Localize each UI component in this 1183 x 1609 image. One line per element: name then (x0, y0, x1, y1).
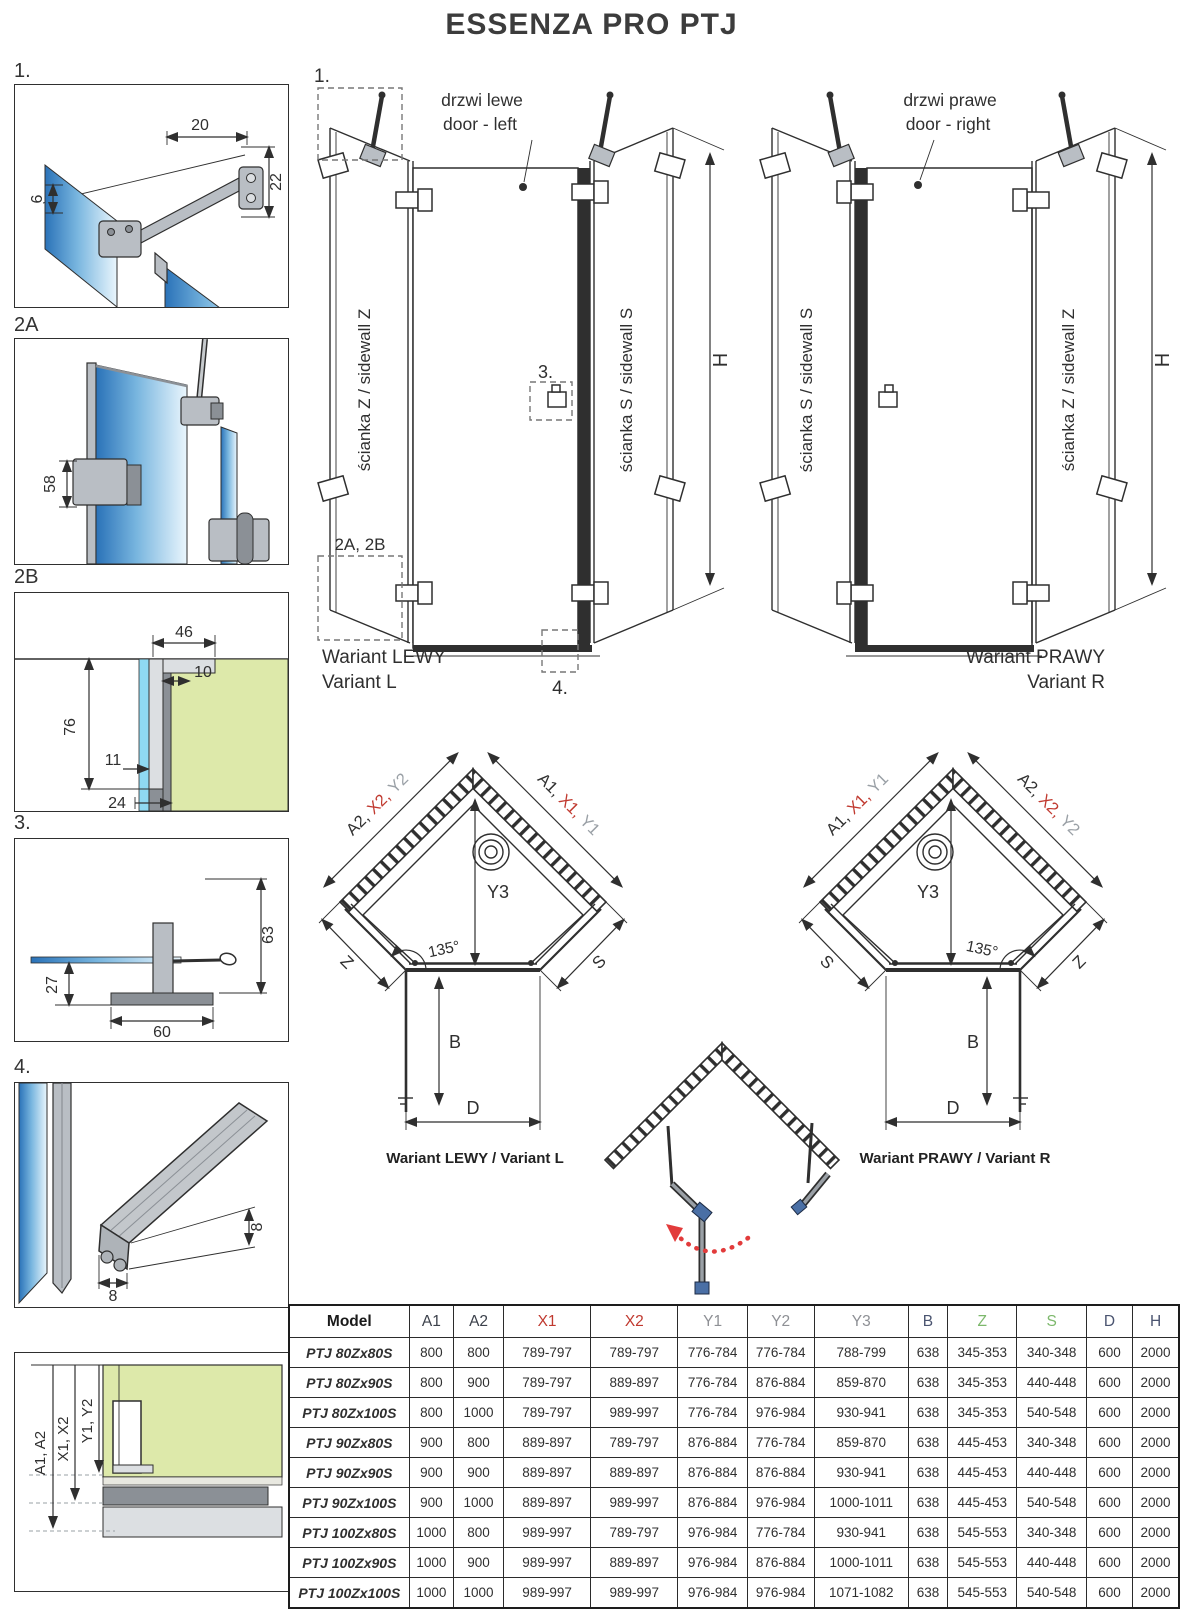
detail-3-panel (14, 838, 289, 1042)
table-cell: 789-797 (503, 1338, 590, 1368)
detail-wall-drawing (15, 1353, 288, 1591)
table-cell: 600 (1086, 1578, 1132, 1609)
spec-table-body (289, 1338, 1179, 1609)
detail-4-drawing (15, 1083, 288, 1307)
table-cell: 1000 (409, 1578, 454, 1609)
glass-clamp (99, 221, 141, 257)
table-cell: 800 (409, 1368, 454, 1398)
dim-8-bottom: 8 (108, 1288, 118, 1305)
col-header-y3: Y3 (814, 1305, 908, 1338)
shower-head-icon (473, 834, 509, 870)
table-cell: 1000 (454, 1578, 504, 1609)
table-cell: 1000 (409, 1548, 454, 1578)
col-header-s: S (1017, 1305, 1086, 1338)
table-cell: 2000 (1133, 1398, 1179, 1428)
table-cell: 976-984 (678, 1578, 747, 1609)
table-cell: 889-897 (591, 1548, 678, 1578)
table-cell: 600 (1086, 1428, 1132, 1458)
wall-bracket (760, 153, 790, 178)
col-header-x1: X1 (503, 1305, 590, 1338)
table-cell: 789-797 (503, 1368, 590, 1398)
table-row (289, 1488, 1179, 1518)
table-cell: 800 (409, 1338, 454, 1368)
model-cell: PTJ 100Zx80S (289, 1518, 409, 1548)
door-label-pl: drzwi lewe (441, 90, 523, 110)
table-cell: 788-799 (814, 1338, 908, 1368)
table-cell: 600 (1086, 1338, 1132, 1368)
col-header-y2: Y2 (747, 1305, 814, 1338)
table-cell: 545-553 (948, 1548, 1017, 1578)
table-cell: 930-941 (814, 1458, 908, 1488)
edge-label-right: A2,X2,Y2 (1013, 769, 1084, 840)
dim-h: H (710, 352, 730, 368)
spec-table-header-row (289, 1305, 1179, 1338)
glass-edge (139, 659, 149, 811)
label-a1-a2: A1, A2 (32, 1430, 49, 1476)
handle-arm (173, 960, 221, 961)
dim-z: Z (336, 951, 358, 973)
table-cell: 800 (454, 1338, 504, 1368)
table-cell: 1000 (454, 1398, 504, 1428)
table-cell: 889-897 (591, 1368, 678, 1398)
table-cell: 889-897 (503, 1488, 590, 1518)
table-cell: 638 (908, 1518, 947, 1548)
detail-2a-drawing (15, 339, 288, 564)
table-row (289, 1578, 1179, 1609)
label-y1-y2: Y1, Y2 (79, 1398, 96, 1444)
model-cell: PTJ 100Zx100S (289, 1578, 409, 1609)
wall-band-left (340, 769, 473, 911)
detail-1-drawing (15, 85, 288, 307)
table-cell: 900 (409, 1428, 454, 1458)
detail-2a-label: 2A (14, 314, 39, 336)
handle-base (111, 993, 213, 1005)
table-cell: 800 (409, 1398, 454, 1428)
table-cell: 776-784 (747, 1428, 814, 1458)
table-row (289, 1368, 1179, 1398)
detail-3-label: 3. (14, 812, 31, 834)
table-cell: 976-984 (678, 1548, 747, 1578)
caption-plan-left: Wariant LEWY / Variant L (386, 1150, 564, 1167)
table-cell: 340-348 (1017, 1428, 1086, 1458)
dim-s: S (816, 951, 838, 973)
table-cell: 445-453 (948, 1458, 1017, 1488)
table-cell: 445-453 (948, 1428, 1017, 1458)
caption-left-elevation: Wariant LEWY Variant L (322, 647, 446, 693)
ref-1: 1. (314, 66, 330, 87)
table-cell: 800 (454, 1428, 504, 1458)
table-cell: 600 (1086, 1548, 1132, 1578)
table-cell: 876-884 (747, 1548, 814, 1578)
door-panel (413, 168, 578, 648)
page-title: ESSENZA PRO PTJ (445, 8, 738, 41)
table-cell: 345-353 (948, 1338, 1017, 1368)
col-header-a1: A1 (409, 1305, 454, 1338)
detail-1-panel (14, 84, 289, 308)
table-row (289, 1458, 1179, 1488)
wall-bracket (318, 153, 348, 178)
dim-angle: 135° (426, 937, 462, 962)
dim-27: 27 (44, 976, 61, 994)
table-cell: 638 (908, 1338, 947, 1368)
model-cell: PTJ 80Zx80S (289, 1338, 409, 1368)
dim-60: 60 (153, 1024, 171, 1041)
dim-46: 46 (175, 624, 193, 641)
table-cell: 600 (1086, 1368, 1132, 1398)
table-cell: 900 (409, 1488, 454, 1518)
table-cell: 445-453 (948, 1488, 1017, 1518)
table-cell: 2000 (1133, 1488, 1179, 1518)
dim-20: 20 (191, 117, 209, 134)
handle-tip (219, 952, 237, 967)
handle-post (153, 923, 173, 995)
table-cell: 545-553 (948, 1518, 1017, 1548)
door-label-en: door - left (443, 114, 517, 134)
door-handle (548, 392, 566, 407)
table-cell: 2000 (1133, 1368, 1179, 1398)
table-cell: 976-984 (747, 1578, 814, 1609)
col-header-h: H (1133, 1305, 1179, 1338)
table-cell: 876-884 (678, 1428, 747, 1458)
dim-z: Z (1068, 951, 1090, 973)
wall-bracket (655, 476, 685, 501)
elevation-right (742, 60, 1172, 710)
support-rod (600, 96, 610, 152)
support-arm (139, 178, 239, 244)
table-cell: 789-797 (591, 1518, 678, 1548)
dim-10: 10 (194, 664, 212, 681)
table-cell: 540-548 (1017, 1488, 1086, 1518)
tray-outline (843, 805, 1063, 963)
spec-table (288, 1304, 1180, 1609)
detail-4-label: 4. (14, 1056, 31, 1078)
dim-s: S (588, 951, 610, 973)
elevation-left (300, 60, 730, 710)
support-rod (1062, 96, 1072, 152)
table-cell: 600 (1086, 1398, 1132, 1428)
table-cell: 1000 (454, 1488, 504, 1518)
table-cell: 1000-1011 (814, 1548, 908, 1578)
table-cell: 859-870 (814, 1368, 908, 1398)
table-cell: 638 (908, 1578, 947, 1609)
table-cell: 638 (908, 1398, 947, 1428)
table-cell: 900 (409, 1458, 454, 1488)
table-cell: 989-997 (591, 1488, 678, 1518)
door-stile (855, 168, 867, 648)
dim-76: 76 (62, 718, 79, 736)
caption-plan-right: Wariant PRAWY / Variant R (859, 1150, 1051, 1167)
door-panel (867, 168, 1032, 648)
table-row (289, 1548, 1179, 1578)
table-cell: 989-997 (591, 1578, 678, 1609)
dim-11: 11 (104, 752, 122, 769)
table-cell: 876-884 (747, 1458, 814, 1488)
table-cell: 638 (908, 1458, 947, 1488)
table-cell: 600 (1086, 1488, 1132, 1518)
table-cell: 600 (1086, 1518, 1132, 1548)
table-cell: 989-997 (591, 1398, 678, 1428)
col-header-y1: Y1 (678, 1305, 747, 1338)
dim-b: B (449, 1032, 462, 1052)
table-cell: 638 (908, 1488, 947, 1518)
detail-2a-panel (14, 338, 289, 565)
table-cell: 889-897 (503, 1428, 590, 1458)
table-cell: 440-448 (1017, 1368, 1086, 1398)
shower-head-icon (917, 834, 953, 870)
detail-2b-panel (14, 592, 289, 812)
dim-y3: Y3 (916, 882, 939, 902)
table-cell: 900 (454, 1458, 504, 1488)
table-cell: 345-353 (948, 1398, 1017, 1428)
table-row (289, 1398, 1179, 1428)
edge-label-right: A1,X1,Y1 (533, 769, 604, 840)
dim-d: D (466, 1098, 480, 1118)
sidewall-s-label: ścianka S / sidewall S (797, 307, 816, 473)
dim-h: H (1152, 352, 1172, 368)
table-cell: 800 (454, 1518, 504, 1548)
dim-24: 24 (108, 795, 126, 811)
ref-4: 4. (552, 678, 568, 699)
label-x1-x2: X1, X2 (55, 1416, 72, 1462)
table-cell: 976-984 (747, 1488, 814, 1518)
table-cell: 989-997 (503, 1578, 590, 1609)
table-cell: 638 (908, 1368, 947, 1398)
table-cell: 900 (454, 1548, 504, 1578)
table-cell: 545-553 (948, 1578, 1017, 1609)
detail-1-label: 1. (14, 60, 31, 82)
wall-bracket (1097, 153, 1127, 178)
table-cell: 989-997 (503, 1548, 590, 1578)
table-cell: 345-353 (948, 1368, 1017, 1398)
table-row (289, 1428, 1179, 1458)
dim-y3: Y3 (487, 882, 510, 902)
table-cell: 638 (908, 1428, 947, 1458)
detail-wall-panel (14, 1352, 289, 1592)
wall-bracket (318, 476, 348, 501)
door-swing-drawing (580, 1020, 865, 1305)
table-cell: 340-348 (1017, 1338, 1086, 1368)
door-label-en: door - right (905, 114, 991, 134)
edge-label-left: A2,X2,Y2 (342, 769, 413, 840)
spec-table-wrap (288, 1304, 1180, 1609)
table-cell: 2000 (1133, 1428, 1179, 1458)
wall-bracket (760, 476, 790, 501)
edge-label-left: A1,X1,Y1 (822, 769, 893, 840)
table-cell: 1000-1011 (814, 1488, 908, 1518)
col-header-b: B (908, 1305, 947, 1338)
col-header-d: D (1086, 1305, 1132, 1338)
model-cell: PTJ 100Zx90S (289, 1548, 409, 1578)
table-cell: 2000 (1133, 1548, 1179, 1578)
door-handle (879, 392, 897, 407)
table-cell: 540-548 (1017, 1578, 1086, 1609)
table-cell: 776-784 (678, 1398, 747, 1428)
col-header-x2: X2 (591, 1305, 678, 1338)
model-cell: PTJ 80Zx100S (289, 1398, 409, 1428)
table-cell: 930-941 (814, 1518, 908, 1548)
detail-4-panel (14, 1082, 289, 1308)
wall-band-right (953, 769, 1086, 911)
detail-2b-label: 2B (14, 566, 39, 588)
col-header-model: Model (289, 1305, 409, 1338)
table-cell: 2000 (1133, 1458, 1179, 1488)
sidewall-z-label: ścianka Z / sidewall Z (1059, 308, 1078, 472)
door-swing-diagram (580, 1020, 865, 1305)
wall-profile (113, 1401, 141, 1473)
model-cell: PTJ 90Zx80S (289, 1428, 409, 1458)
dim-58: 58 (42, 475, 59, 493)
door-stile (578, 168, 590, 648)
table-cell: 876-884 (747, 1368, 814, 1398)
table-cell: 789-797 (503, 1398, 590, 1428)
table-cell: 789-797 (591, 1428, 678, 1458)
dim-63: 63 (260, 926, 277, 944)
dim-6: 6 (29, 194, 46, 204)
col-header-z: Z (948, 1305, 1017, 1338)
table-cell: 976-984 (747, 1398, 814, 1428)
wall-section (165, 659, 288, 811)
table-row (289, 1518, 1179, 1548)
caption-right-elevation: Wariant PRAWY Variant R (965, 647, 1105, 693)
model-cell: PTJ 90Zx90S (289, 1458, 409, 1488)
dim-angle: 135° (964, 937, 1000, 962)
door-swing-arrow (678, 1236, 748, 1252)
table-cell: 638 (908, 1548, 947, 1578)
col-header-a2: A2 (454, 1305, 504, 1338)
wall-bracket (73, 459, 127, 505)
table-cell: 2000 (1133, 1518, 1179, 1548)
seal-profile (101, 1103, 267, 1243)
table-cell: 930-941 (814, 1398, 908, 1428)
table-cell: 859-870 (814, 1428, 908, 1458)
table-cell: 989-997 (503, 1518, 590, 1548)
table-cell: 876-884 (678, 1488, 747, 1518)
wall-bracket (655, 153, 685, 178)
table-cell: 789-797 (591, 1338, 678, 1368)
wall-bracket (1097, 476, 1127, 501)
model-cell: PTJ 80Zx90S (289, 1368, 409, 1398)
table-cell: 776-784 (747, 1338, 814, 1368)
elevation-left-drawing (300, 60, 730, 710)
table-cell: 776-784 (747, 1518, 814, 1548)
table-cell: 440-448 (1017, 1458, 1086, 1488)
table-cell: 540-548 (1017, 1398, 1086, 1428)
table-cell: 776-784 (678, 1338, 747, 1368)
table-cell: 440-448 (1017, 1548, 1086, 1578)
table-cell: 889-897 (503, 1458, 590, 1488)
ref-2: 2A, 2B (334, 535, 386, 554)
table-cell: 976-984 (678, 1518, 747, 1548)
detail-2b-drawing (15, 593, 288, 811)
model-cell: PTJ 90Zx100S (289, 1488, 409, 1518)
dim-d: D (946, 1098, 960, 1118)
table-cell: 2000 (1133, 1338, 1179, 1368)
dim-22: 22 (268, 173, 285, 191)
table-cell: 889-897 (591, 1458, 678, 1488)
table-cell: 876-884 (678, 1458, 747, 1488)
table-cell: 900 (454, 1368, 504, 1398)
table-row (289, 1338, 1179, 1368)
dim-8-side: 8 (249, 1222, 266, 1232)
elevation-right-drawing (742, 60, 1172, 710)
table-cell: 600 (1086, 1458, 1132, 1488)
dim-b: B (966, 1032, 979, 1052)
sidewall-s-label: ścianka S / sidewall S (617, 307, 636, 473)
detail-3-drawing (15, 839, 288, 1041)
table-cell: 776-784 (678, 1368, 747, 1398)
table-cell: 340-348 (1017, 1518, 1086, 1548)
support-rod (372, 96, 382, 152)
ref-3: 3. (538, 362, 554, 382)
support-rod (830, 96, 840, 152)
open-door (672, 1184, 712, 1294)
table-cell: 2000 (1133, 1578, 1179, 1609)
table-cell: 1071-1082 (814, 1578, 908, 1609)
table-cell: 1000 (409, 1518, 454, 1548)
sidewall-z-label: ścianka Z / sidewall Z (355, 308, 374, 472)
tray-outline (363, 805, 583, 963)
door-label-pl: drzwi prawe (903, 90, 997, 110)
